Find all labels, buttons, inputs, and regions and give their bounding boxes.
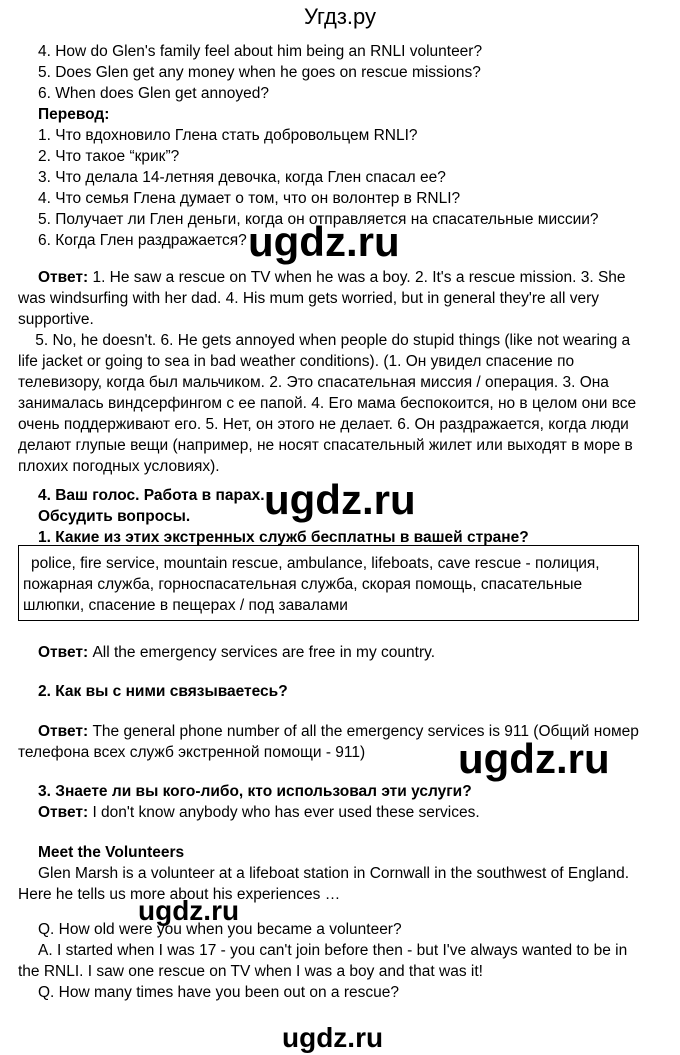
answer-1-line: supportive. bbox=[18, 311, 94, 328]
answer-q1 bbox=[38, 643, 435, 663]
volunteers-line: Here he tells us more about his experiences … bbox=[18, 886, 341, 903]
volunteers-line: Q. How many times have you been out on a rescue? bbox=[38, 984, 400, 1001]
answer-text: 1. He saw a rescue on TV when he was a boy. 2. It's a rescue mission. 3. She bbox=[88, 269, 626, 286]
answer-1-line: 5. No, he doesn't. 6. He gets annoyed when people do stupid things (like not wearing a bbox=[18, 332, 631, 349]
answer-q2-line-2: телефона всех служб экстренной помощи - 911) bbox=[18, 744, 366, 761]
vocabulary-box-line: police, fire service, mountain rescue, ambulance, lifeboats, cave rescue - полиция, bbox=[31, 555, 600, 572]
question-en-5: 5. Does Glen get any money when he goes on rescue missions? bbox=[38, 64, 481, 81]
answer-1-line: life jacket or going to sea in bad weather conditions). (1. Он увидел спасение по bbox=[18, 353, 575, 370]
answer-1-line: телевизору, когда был мальчиком. 2. Это спасательная миссия / операция. 3. Она bbox=[18, 374, 609, 391]
question-en-4: 4. How do Glen's family feel about him being an RNLI volunteer? bbox=[38, 43, 483, 60]
watermark: ugdz.ru bbox=[264, 476, 416, 523]
translation-item: 3. Что делала 14-летняя девочка, когда Глен спасал ее? bbox=[38, 169, 446, 186]
vocabulary-box bbox=[18, 545, 639, 621]
volunteers-line: Glen Marsh is a volunteer at a lifeboat station in Cornwall in the southwest of England. bbox=[38, 865, 630, 882]
answer-label: Ответ: bbox=[38, 723, 89, 740]
answer-1-line: занималась виндсерфингом с ее папой. 4. Его мама беспокоится, но в целом они все bbox=[18, 395, 637, 412]
vocabulary-box-line: пожарная служба, горноспасательная служба, скорая помощь, спасательные bbox=[23, 576, 583, 593]
volunteers-line: A. I started when I was 17 - you can't join before then - but I've always wanted to be in bbox=[38, 942, 628, 959]
translation-item: 6. Когда Глен раздражается? bbox=[38, 232, 247, 249]
translation-heading: Перевод: bbox=[38, 106, 110, 123]
volunteers-line: Q. How old were you when you became a volunteer? bbox=[38, 921, 402, 938]
site-title: Угдз.ру bbox=[303, 4, 377, 29]
section-4-title: 4. Ваш голос. Работа в парах. bbox=[38, 487, 265, 504]
answer-1-line: was windsurfing with her dad. 4. His mum gets worried, but in general they're all very bbox=[18, 290, 600, 307]
answer-1-line: делают глупые вещи (например, не носят спасательный жилет или выходят в море в bbox=[18, 437, 633, 454]
answer-text: The general phone number of all the emergency services is 911 (Общий номер bbox=[88, 723, 639, 740]
answer-q3 bbox=[38, 803, 480, 823]
answer-text: All the emergency services are free in my country. bbox=[88, 644, 436, 661]
section-4-subtitle: Обсудить вопросы. bbox=[38, 508, 191, 525]
answer-1-line: очень поддерживают его. 5. Нет, он этого не делает. 6. Он раздражается, когда люди bbox=[18, 416, 629, 433]
answer-1-line: плохих погодных условиях). bbox=[18, 458, 220, 475]
answer-text: I don't know anybody who has ever used these services. bbox=[88, 804, 480, 821]
answer-1-line-1 bbox=[38, 268, 626, 288]
watermark: ugdz.ru bbox=[282, 1022, 384, 1053]
answer-label: Ответ: bbox=[38, 269, 89, 286]
translation-item: 1. Что вдохновило Глена стать добровольцем RNLI? bbox=[38, 127, 418, 144]
section-4-question-2: 2. Как вы с ними связываетесь? bbox=[38, 683, 288, 700]
section-4-question-3: 3. Знаете ли вы кого-либо, кто использовал эти услуги? bbox=[38, 783, 472, 800]
translation-item: 5. Получает ли Глен деньги, когда он отправляется на спасательные миссии? bbox=[38, 211, 599, 228]
watermark: ugdz.ru bbox=[138, 895, 240, 926]
answer-label: Ответ: bbox=[38, 804, 89, 821]
question-en-6: 6. When does Glen get annoyed? bbox=[38, 85, 269, 102]
translation-item: 2. Что такое “крик”? bbox=[38, 148, 180, 165]
watermark: ugdz.ru bbox=[248, 218, 400, 265]
volunteers-title: Meet the Volunteers bbox=[38, 844, 185, 861]
translation-item: 4. Что семья Глена думает о том, что он волонтер в RNLI? bbox=[38, 190, 461, 207]
watermark: ugdz.ru bbox=[458, 735, 610, 782]
answer-label: Ответ: bbox=[38, 644, 89, 661]
volunteers-line: the RNLI. I saw one rescue on TV when I was a boy and that was it! bbox=[18, 963, 483, 980]
vocabulary-box-line: шлюпки, спасение в пещерах / под завалами bbox=[23, 597, 348, 614]
section-4-question-1: 1. Какие из этих экстренных служб бесплатны в вашей стране? bbox=[38, 529, 529, 546]
